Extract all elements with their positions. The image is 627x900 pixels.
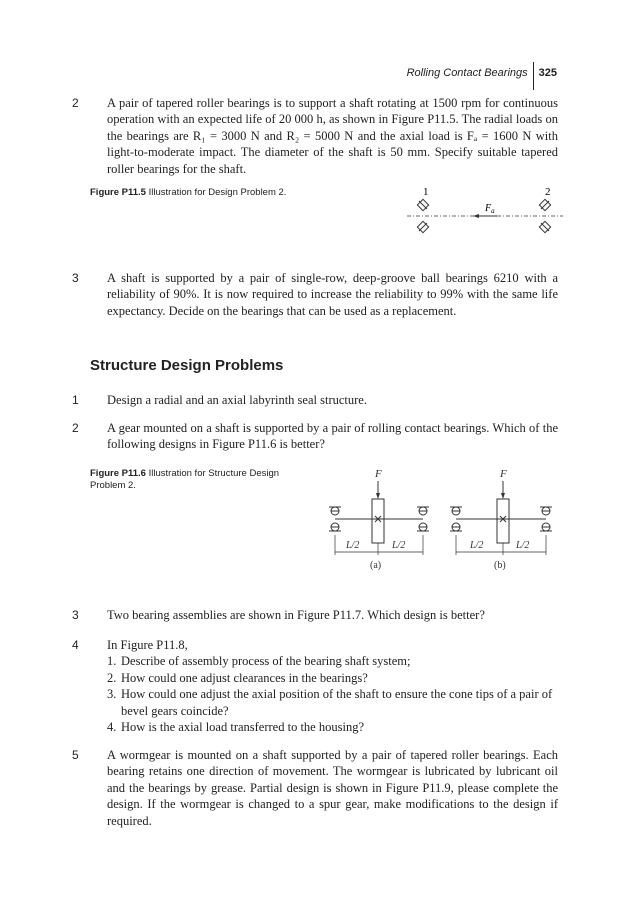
sub-question-list xyxy=(90,653,558,735)
structure-problem-1 xyxy=(72,392,558,408)
force-label-a: F xyxy=(375,468,382,480)
design-b xyxy=(450,468,552,555)
problem-number: 2 xyxy=(72,96,79,110)
figure-label: Figure P11.5 xyxy=(90,187,146,198)
bearing-2-label: 2 xyxy=(545,186,551,198)
problem-text: A gear mounted on a shaft is supported by a pair of rolling contact bearings. Which of the following designs in Figure P11.6 is better? xyxy=(107,421,558,452)
structure-problem-4 xyxy=(72,637,558,735)
dim-b-right: L/2 xyxy=(516,540,530,551)
problem-number: 3 xyxy=(72,271,79,285)
list-item: 4. How is the axial load transferred to the housing? xyxy=(107,720,364,735)
problem-number: 1 xyxy=(72,393,79,407)
bearing-1-label: 1 xyxy=(423,186,429,198)
figure-p11-6-caption xyxy=(90,468,310,492)
gear-b xyxy=(497,499,509,543)
running-header xyxy=(407,62,557,90)
problem-text: A pair of tapered roller bearings is to support a shaft rotating at 1500 rpm for continuous operation with an expected life of 20 000 h, as shown in Figure P11.5. The radial loads on the bearings are R₁ = 3000 N and R₂ = 5000 N and the axial load is Fₐ = 1600 N with light-to-moderate impact. The diameter of the shaft is 50 mm. Specify suitable tapered roller bearings for the shaft. xyxy=(107,96,558,176)
structure-problem-2 xyxy=(72,420,558,453)
dim-b-left: L/2 xyxy=(470,540,484,551)
problem-text: Two bearing assemblies are shown in Figure P11.7. Which design is better? xyxy=(107,608,485,622)
list-item: 3. How could one adjust the axial position of the shaft to ensure the cone tips of a pair of bevel gears coincide? xyxy=(107,687,553,718)
figure-caption-text: Illustration for Structure Design Problem 2. xyxy=(90,468,280,491)
page-number: 325 xyxy=(538,67,557,79)
design-a xyxy=(329,468,429,555)
running-title: Rolling Contact Bearings xyxy=(406,67,528,79)
problem-number: 4 xyxy=(72,638,79,652)
figure-p11-5-diagram xyxy=(405,180,565,240)
subfigure-b-label: (b) xyxy=(494,560,506,571)
design-problem-3 xyxy=(72,270,558,319)
gear-a xyxy=(372,499,384,543)
axial-force-label: $F_a$ xyxy=(485,203,495,215)
figure-label: Figure P11.6 xyxy=(90,468,146,479)
problem-number: 3 xyxy=(72,608,79,622)
structure-problem-3 xyxy=(72,607,558,623)
problem-intro: In Figure P11.8, xyxy=(107,638,188,652)
problem-number: 2 xyxy=(72,421,79,435)
problem-text: A wormgear is mounted on a shaft supported by a pair of tapered roller bearings. Each bearing retains one direction of movement. The wormgear is lubricated by lubricant oil and the bearings by grease. Partial design is shown in Figure P11.9, please complete the design. If the wormgear is changed to a spur gear, make modifications to the design if required. xyxy=(107,748,558,828)
figure-p11-6-diagram xyxy=(320,463,560,583)
problem-text: A shaft is supported by a pair of single-row, deep-groove ball bearings 6210 with a reliability of 90%. It is now required to increase the reliability to 99% with the same life expectancy. Decide on the bearings that can be used as a replacement. xyxy=(107,271,558,318)
subfigure-a-label: (a) xyxy=(370,560,382,571)
list-item: 1. Describe of assembly process of the bearing shaft system; xyxy=(107,654,411,669)
list-item: 2. How could one adjust clearances in the bearings? xyxy=(107,670,368,685)
section-heading: Structure Design Problems xyxy=(90,357,284,374)
figure-caption-text: Illustration for Design Problem 2. xyxy=(148,187,287,198)
problem-number: 5 xyxy=(72,748,79,762)
design-problem-2 xyxy=(72,95,558,177)
dim-a-left: L/2 xyxy=(346,540,360,551)
figure-p11-5-caption xyxy=(90,187,286,199)
dim-a-right: L/2 xyxy=(392,540,406,551)
problem-text: Design a radial and an axial labyrinth seal structure. xyxy=(107,393,367,407)
structure-problem-5 xyxy=(72,747,558,829)
force-label-b: F xyxy=(500,468,507,480)
